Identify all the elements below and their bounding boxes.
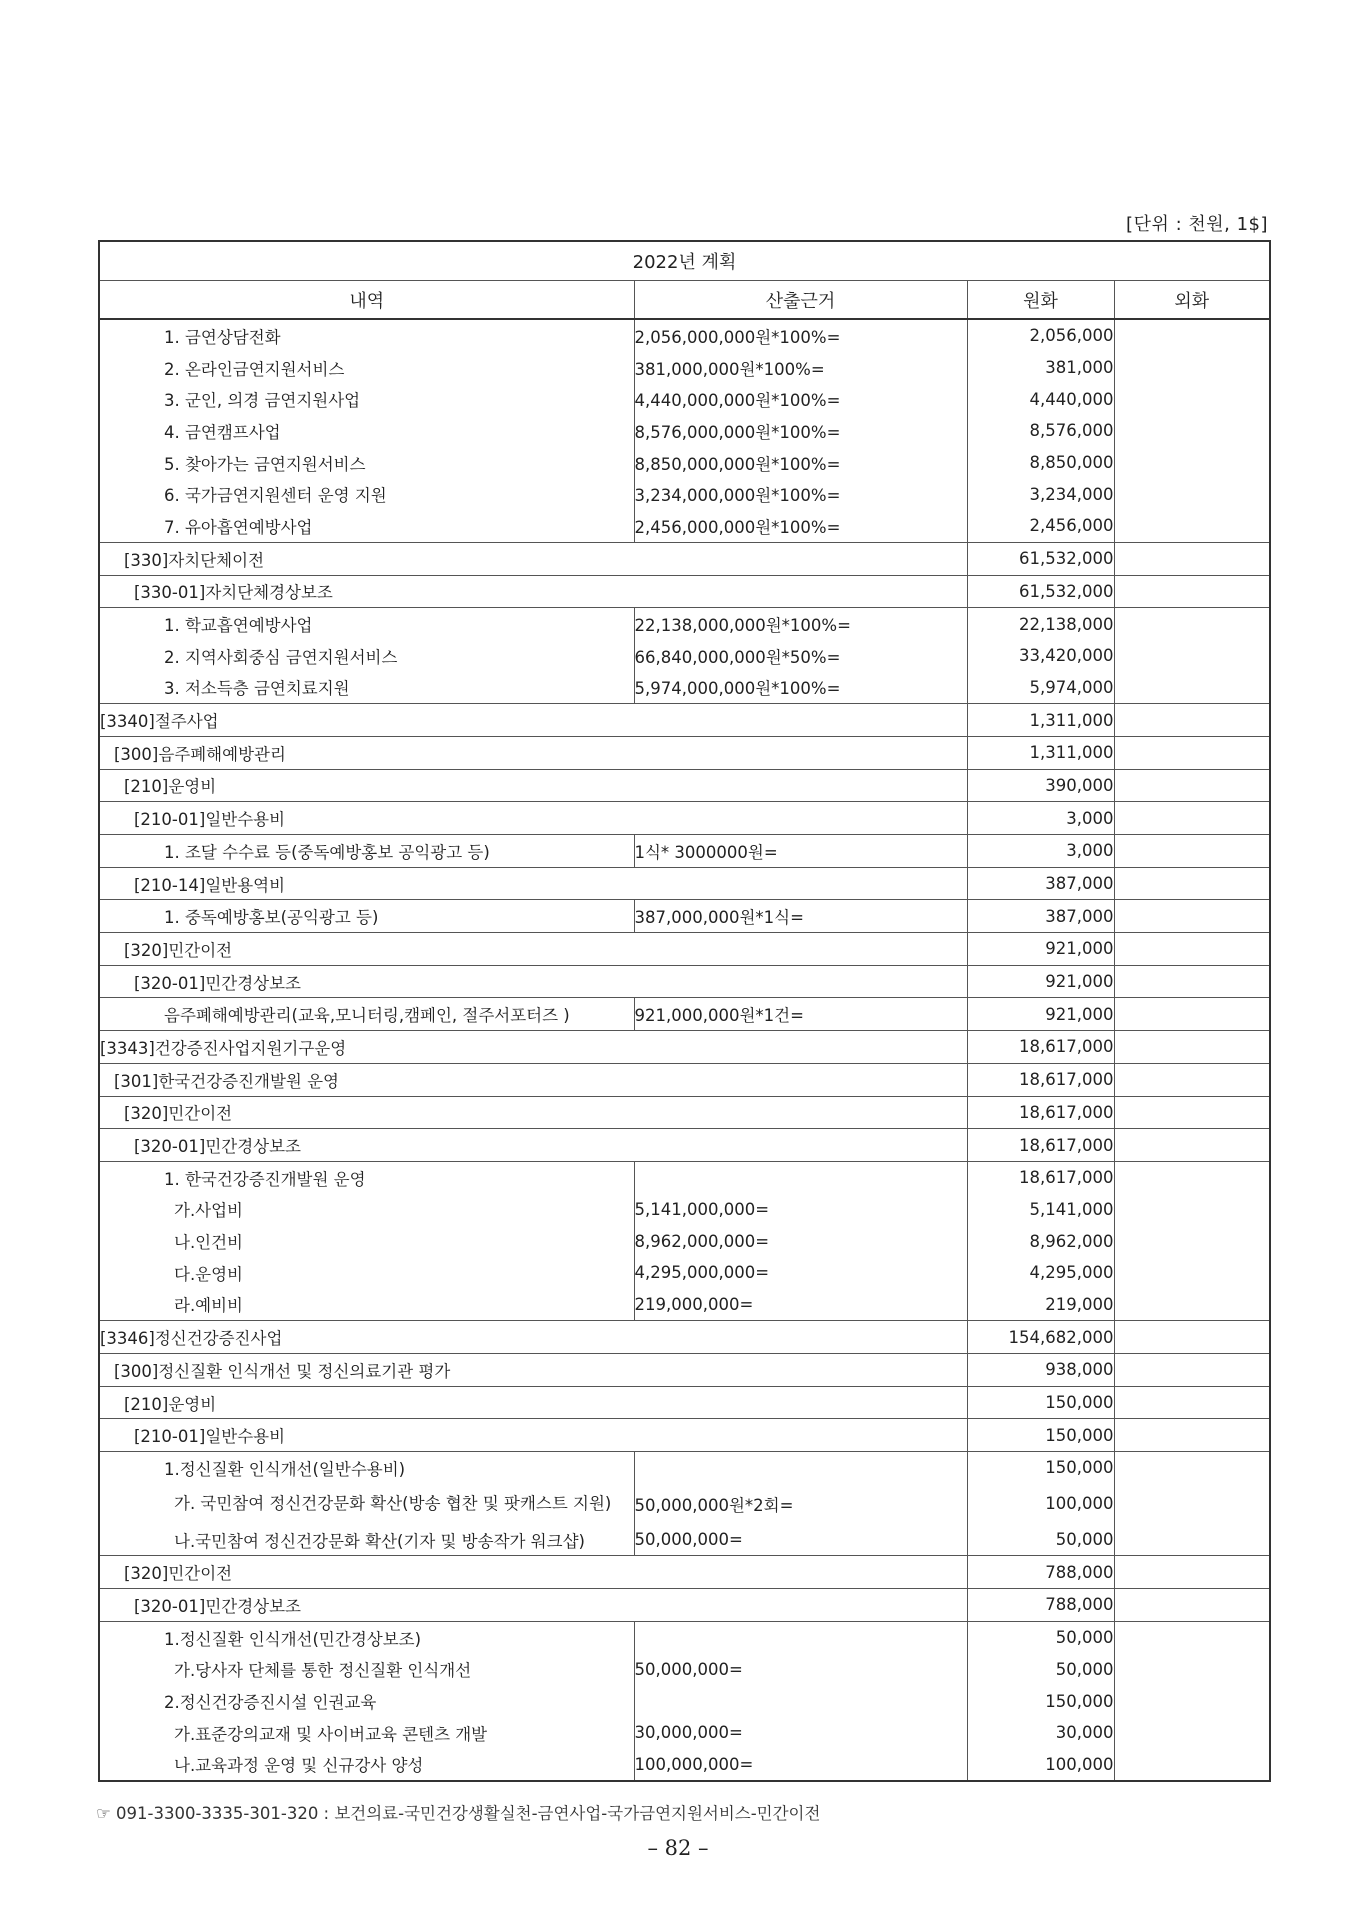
row-basis: 50,000,000= xyxy=(634,1654,967,1686)
row-won: 150,000 xyxy=(967,1452,1114,1484)
row-fx xyxy=(1114,510,1270,542)
row-basis xyxy=(634,1685,967,1717)
table-row xyxy=(99,965,1270,998)
row-desc: [210]운영비 xyxy=(99,1386,967,1419)
row-basis: 5,974,000,000원*100%= xyxy=(634,672,967,704)
row-desc: [210]운영비 xyxy=(99,769,967,802)
row-desc: [320]민간이전 xyxy=(99,1096,967,1129)
row-won: 3,000 xyxy=(967,802,1114,835)
table-row xyxy=(99,1129,1270,1162)
row-won: 921,000 xyxy=(967,965,1114,998)
row-basis: 2,056,000,000원*100%= xyxy=(634,319,967,352)
table-row xyxy=(99,704,1270,737)
row-desc: 2.정신건강증진시설 인권교육 xyxy=(99,1685,634,1717)
row-fx xyxy=(1114,415,1270,447)
row-won: 788,000 xyxy=(967,1556,1114,1589)
row-fx xyxy=(1114,736,1270,769)
row-fx xyxy=(1114,1096,1270,1129)
row-desc: 1. 학교흡연예방사업 xyxy=(99,608,634,640)
row-fx xyxy=(1114,1524,1270,1556)
row-won: 5,974,000 xyxy=(967,672,1114,704)
table-row xyxy=(99,1289,1270,1321)
row-fx xyxy=(1114,867,1270,900)
row-won: 50,000 xyxy=(967,1654,1114,1686)
row-desc: 3. 저소득층 금연치료지원 xyxy=(99,672,634,704)
table-row xyxy=(99,510,1270,542)
row-won: 154,682,000 xyxy=(967,1321,1114,1354)
table-row xyxy=(99,900,1270,933)
column-header-won: 원화 xyxy=(967,281,1114,320)
table-row xyxy=(99,1031,1270,1064)
table-row xyxy=(99,1321,1270,1354)
row-won: 219,000 xyxy=(967,1289,1114,1321)
row-desc: 나.국민참여 정신건강문화 확산(기자 및 방송작가 워크샵) xyxy=(99,1524,634,1556)
row-basis: 5,141,000,000= xyxy=(634,1194,967,1226)
table-row xyxy=(99,447,1270,479)
row-won: 1,311,000 xyxy=(967,736,1114,769)
row-basis: 50,000,000= xyxy=(634,1524,967,1556)
row-won: 100,000 xyxy=(967,1484,1114,1524)
footnote: ☞ 091-3300-3335-301-320 : 보건의료-국민건강생활실천-금연사업-국가금연지원서비스-민간이전 xyxy=(96,1804,821,1823)
row-won: 4,440,000 xyxy=(967,383,1114,415)
row-won: 61,532,000 xyxy=(967,542,1114,575)
row-won: 3,234,000 xyxy=(967,478,1114,510)
column-header-basis: 산출근거 xyxy=(634,281,967,320)
row-won: 50,000 xyxy=(967,1524,1114,1556)
row-fx xyxy=(1114,352,1270,384)
row-fx xyxy=(1114,1063,1270,1096)
row-fx xyxy=(1114,319,1270,352)
row-fx xyxy=(1114,1621,1270,1653)
row-basis: 4,295,000,000= xyxy=(634,1257,967,1289)
table-row xyxy=(99,802,1270,835)
row-desc: 1. 한국건강증진개발원 운영 xyxy=(99,1161,634,1193)
table-row xyxy=(99,1685,1270,1717)
row-basis: 387,000,000원*1식= xyxy=(634,900,967,933)
table-row xyxy=(99,542,1270,575)
row-won: 8,850,000 xyxy=(967,447,1114,479)
row-desc: [3346]정신건강증진사업 xyxy=(99,1321,967,1354)
row-fx xyxy=(1114,1161,1270,1193)
row-fx xyxy=(1114,998,1270,1031)
row-won: 150,000 xyxy=(967,1386,1114,1419)
row-won: 30,000 xyxy=(967,1717,1114,1749)
row-fx xyxy=(1114,640,1270,672)
table-row xyxy=(99,1621,1270,1653)
table-row xyxy=(99,1194,1270,1226)
row-fx xyxy=(1114,478,1270,510)
row-desc: 가.당사자 단체를 통한 정신질환 인식개선 xyxy=(99,1654,634,1686)
row-fx xyxy=(1114,542,1270,575)
row-won: 100,000 xyxy=(967,1749,1114,1782)
row-desc: [210-14]일반용역비 xyxy=(99,867,967,900)
row-fx xyxy=(1114,1225,1270,1257)
row-basis: 219,000,000= xyxy=(634,1289,967,1321)
unit-label: [단위 : 천원, 1$] xyxy=(1126,214,1268,235)
table-row xyxy=(99,1452,1270,1484)
row-basis: 50,000,000원*2회= xyxy=(634,1484,967,1524)
row-won: 33,420,000 xyxy=(967,640,1114,672)
row-basis: 100,000,000= xyxy=(634,1749,967,1782)
budget-table xyxy=(98,240,1271,1782)
row-fx xyxy=(1114,1321,1270,1354)
row-desc: 6. 국가금연지원센터 운영 지원 xyxy=(99,478,634,510)
table-row xyxy=(99,640,1270,672)
row-won: 788,000 xyxy=(967,1589,1114,1622)
row-basis: 1식* 3000000원= xyxy=(634,835,967,868)
row-fx xyxy=(1114,769,1270,802)
table-row xyxy=(99,1654,1270,1686)
row-won: 8,962,000 xyxy=(967,1225,1114,1257)
row-won: 387,000 xyxy=(967,900,1114,933)
row-desc: 1. 조달 수수료 등(중독예방홍보 공익광고 등) xyxy=(99,835,634,868)
column-header-desc: 내역 xyxy=(99,281,634,320)
row-desc: 음주폐해예방관리(교육,모니터링,캠페인, 절주서포터즈 ) xyxy=(99,998,634,1031)
table-row xyxy=(99,1225,1270,1257)
plan-header: 2022년 계획 xyxy=(99,241,1270,281)
row-fx xyxy=(1114,447,1270,479)
row-desc: [330-01]자치단체경상보조 xyxy=(99,575,967,608)
table-row xyxy=(99,1354,1270,1387)
row-fx xyxy=(1114,802,1270,835)
row-fx xyxy=(1114,1257,1270,1289)
table-row xyxy=(99,608,1270,640)
row-desc: [210-01]일반수용비 xyxy=(99,802,967,835)
row-fx xyxy=(1114,900,1270,933)
row-won: 18,617,000 xyxy=(967,1129,1114,1162)
row-desc: [320-01]민간경상보조 xyxy=(99,1589,967,1622)
table-row xyxy=(99,1524,1270,1556)
row-won: 50,000 xyxy=(967,1621,1114,1653)
row-won: 5,141,000 xyxy=(967,1194,1114,1226)
row-basis xyxy=(634,1621,967,1653)
row-fx xyxy=(1114,1685,1270,1717)
row-fx xyxy=(1114,1484,1270,1524)
row-won: 938,000 xyxy=(967,1354,1114,1387)
table-row xyxy=(99,575,1270,608)
row-desc: [300]정신질환 인식개선 및 정신의료기관 평가 xyxy=(99,1354,967,1387)
row-desc: 2. 지역사회중심 금연지원서비스 xyxy=(99,640,634,672)
row-desc: 4. 금연캠프사업 xyxy=(99,415,634,447)
table-row xyxy=(99,1063,1270,1096)
row-won: 61,532,000 xyxy=(967,575,1114,608)
table-row xyxy=(99,736,1270,769)
row-won: 18,617,000 xyxy=(967,1031,1114,1064)
row-desc: [301]한국건강증진개발원 운영 xyxy=(99,1063,967,1096)
table-row xyxy=(99,998,1270,1031)
row-basis: 381,000,000원*100%= xyxy=(634,352,967,384)
row-won: 4,295,000 xyxy=(967,1257,1114,1289)
row-desc: 라.예비비 xyxy=(99,1289,634,1321)
row-basis: 66,840,000,000원*50%= xyxy=(634,640,967,672)
row-basis: 8,576,000,000원*100%= xyxy=(634,415,967,447)
row-won: 8,576,000 xyxy=(967,415,1114,447)
row-desc: [210-01]일반수용비 xyxy=(99,1419,967,1452)
table-body xyxy=(99,319,1270,1781)
row-desc: [3340]절주사업 xyxy=(99,704,967,737)
table-row xyxy=(99,1257,1270,1289)
row-desc: 다.운영비 xyxy=(99,1257,634,1289)
table-row xyxy=(99,1419,1270,1452)
row-won: 390,000 xyxy=(967,769,1114,802)
row-won: 1,311,000 xyxy=(967,704,1114,737)
row-fx xyxy=(1114,1749,1270,1782)
row-fx xyxy=(1114,704,1270,737)
row-desc: 1. 금연상담전화 xyxy=(99,319,634,352)
column-header-fx: 외화 xyxy=(1114,281,1270,320)
table-row xyxy=(99,672,1270,704)
row-fx xyxy=(1114,965,1270,998)
row-desc: 7. 유아흡연예방사업 xyxy=(99,510,634,542)
row-desc: 가.표준강의교재 및 사이버교육 콘텐츠 개발 xyxy=(99,1717,634,1749)
row-fx xyxy=(1114,835,1270,868)
table-row xyxy=(99,415,1270,447)
table-row xyxy=(99,478,1270,510)
row-fx xyxy=(1114,608,1270,640)
row-basis: 2,456,000,000원*100%= xyxy=(634,510,967,542)
row-fx xyxy=(1114,1194,1270,1226)
table-row xyxy=(99,867,1270,900)
row-desc: [330]자치단체이전 xyxy=(99,542,967,575)
row-basis: 4,440,000,000원*100%= xyxy=(634,383,967,415)
row-won: 387,000 xyxy=(967,867,1114,900)
row-desc: 1. 중독예방홍보(공익광고 등) xyxy=(99,900,634,933)
row-desc: 1.정신질환 인식개선(일반수용비) xyxy=(99,1452,634,1484)
row-fx xyxy=(1114,575,1270,608)
row-won: 2,456,000 xyxy=(967,510,1114,542)
row-won: 381,000 xyxy=(967,352,1114,384)
row-fx xyxy=(1114,1589,1270,1622)
table-row xyxy=(99,1161,1270,1193)
table-row xyxy=(99,1749,1270,1782)
row-desc: 5. 찾아가는 금연지원서비스 xyxy=(99,447,634,479)
row-fx xyxy=(1114,672,1270,704)
row-desc: [300]음주폐해예방관리 xyxy=(99,736,967,769)
row-fx xyxy=(1114,1289,1270,1321)
row-desc: 나.교육과정 운영 및 신규강사 양성 xyxy=(99,1749,634,1782)
row-fx xyxy=(1114,383,1270,415)
table-row xyxy=(99,1386,1270,1419)
table-row xyxy=(99,383,1270,415)
row-basis xyxy=(634,1452,967,1484)
row-basis xyxy=(634,1161,967,1193)
table-row xyxy=(99,835,1270,868)
row-desc: [320-01]민간경상보조 xyxy=(99,1129,967,1162)
row-fx xyxy=(1114,1654,1270,1686)
row-basis: 8,962,000,000= xyxy=(634,1225,967,1257)
row-fx xyxy=(1114,1419,1270,1452)
row-won: 150,000 xyxy=(967,1419,1114,1452)
row-basis: 8,850,000,000원*100%= xyxy=(634,447,967,479)
row-desc: 나.인건비 xyxy=(99,1225,634,1257)
row-won: 2,056,000 xyxy=(967,319,1114,352)
row-basis: 22,138,000,000원*100%= xyxy=(634,608,967,640)
table-row xyxy=(99,933,1270,966)
row-won: 3,000 xyxy=(967,835,1114,868)
row-fx xyxy=(1114,1452,1270,1484)
row-fx xyxy=(1114,1031,1270,1064)
row-won: 921,000 xyxy=(967,933,1114,966)
table-row xyxy=(99,1556,1270,1589)
row-basis: 30,000,000= xyxy=(634,1717,967,1749)
table-row xyxy=(99,1717,1270,1749)
row-desc: 3. 군인, 의경 금연지원사업 xyxy=(99,383,634,415)
page-number: – 82 – xyxy=(647,1836,709,1860)
row-desc: 가. 국민참여 정신건강문화 확산(방송 협찬 및 팟캐스트 지원) xyxy=(99,1484,634,1524)
row-desc: [320]민간이전 xyxy=(99,1556,967,1589)
row-desc: 1.정신질환 인식개선(민간경상보조) xyxy=(99,1621,634,1653)
row-won: 22,138,000 xyxy=(967,608,1114,640)
table-row xyxy=(99,1096,1270,1129)
row-basis: 3,234,000,000원*100%= xyxy=(634,478,967,510)
table-row xyxy=(99,352,1270,384)
row-fx xyxy=(1114,933,1270,966)
row-desc: 가.사업비 xyxy=(99,1194,634,1226)
row-fx xyxy=(1114,1354,1270,1387)
table-row xyxy=(99,769,1270,802)
row-desc: [320-01]민간경상보조 xyxy=(99,965,967,998)
table-row xyxy=(99,1484,1270,1524)
table-row xyxy=(99,319,1270,352)
row-desc: 2. 온라인금연지원서비스 xyxy=(99,352,634,384)
row-won: 18,617,000 xyxy=(967,1063,1114,1096)
row-won: 18,617,000 xyxy=(967,1096,1114,1129)
row-fx xyxy=(1114,1556,1270,1589)
row-fx xyxy=(1114,1717,1270,1749)
row-won: 150,000 xyxy=(967,1685,1114,1717)
row-desc: [3343]건강증진사업지원기구운영 xyxy=(99,1031,967,1064)
row-desc: [320]민간이전 xyxy=(99,933,967,966)
row-fx xyxy=(1114,1386,1270,1419)
table-row xyxy=(99,1589,1270,1622)
row-basis: 921,000,000원*1건= xyxy=(634,998,967,1031)
row-won: 921,000 xyxy=(967,998,1114,1031)
row-won: 18,617,000 xyxy=(967,1161,1114,1193)
row-fx xyxy=(1114,1129,1270,1162)
